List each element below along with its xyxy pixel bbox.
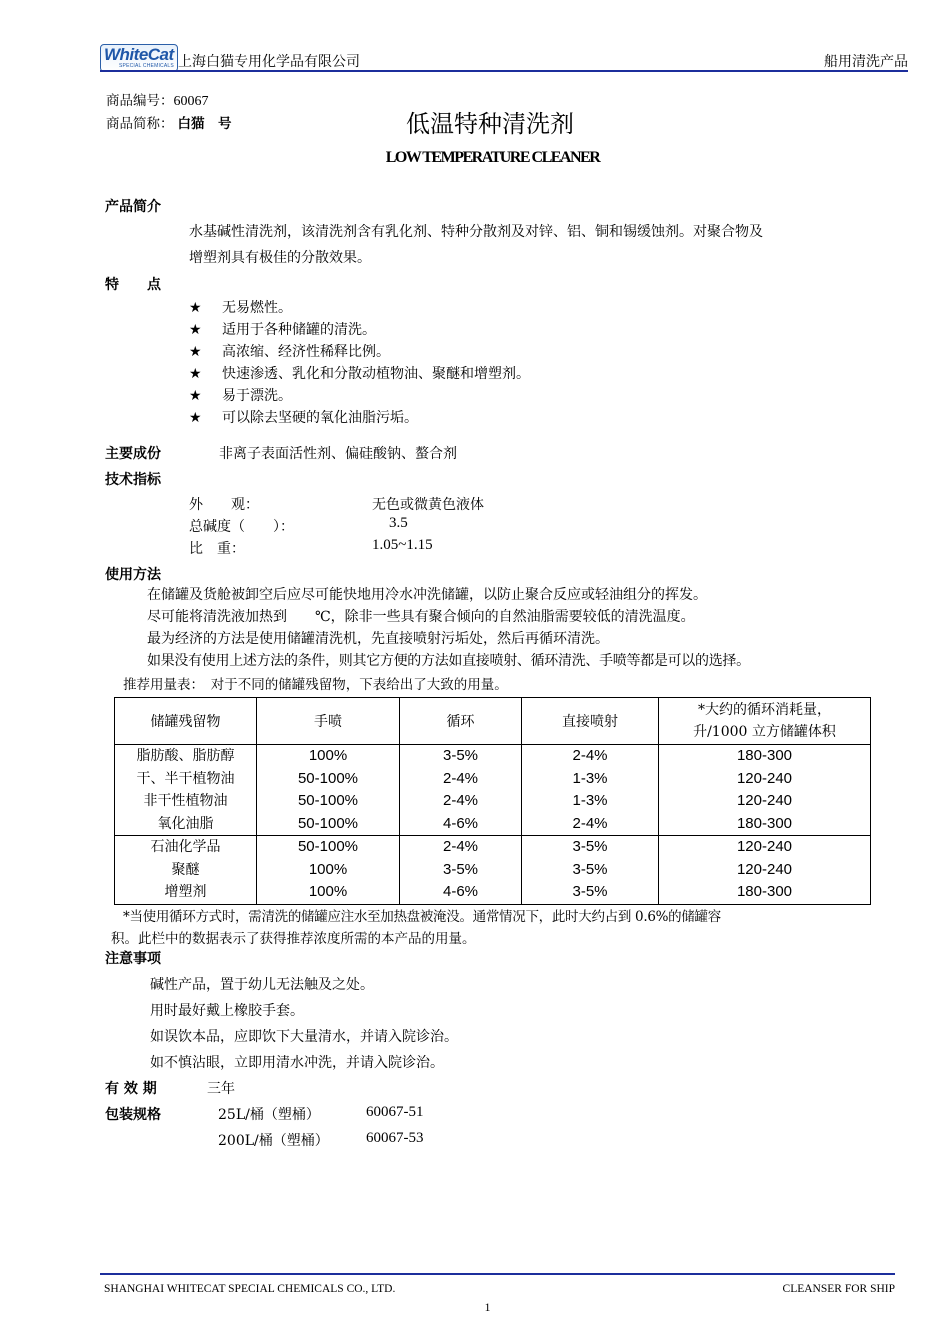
feature-item: 高浓缩、经济性稀释比例。 xyxy=(222,344,390,360)
hand-spray-value: 50-100% xyxy=(297,769,359,787)
dosage-table xyxy=(114,697,871,905)
precaution-line: 如不慎沾眼，立即用清水冲洗，并请入院诊治。 xyxy=(150,1055,444,1071)
intro-line: 水基碱性清洗剂，该清洗剂含有乳化剂、特种分散剂及对锌、铝、铜和锡缓蚀剂。对聚合物及 xyxy=(189,224,763,240)
residue-cell xyxy=(115,745,257,836)
usage-line: 在储罐及货舱被卸空后应尽可能快地用冷水冲洗储罐，以防止聚合反应或轻油组分的挥发。 xyxy=(147,587,707,603)
product-code: 60067 xyxy=(173,94,209,109)
circulation-value: 3-5% xyxy=(442,860,479,878)
precautions-heading: 注意事项 xyxy=(105,951,161,967)
footer-category: CLEANSER FOR SHIP xyxy=(782,1283,895,1295)
col-header: 循环 xyxy=(400,698,522,745)
circulation-value: 2-4% xyxy=(442,838,479,855)
star-icon: ★ xyxy=(189,366,202,382)
precaution-line: 碱性产品，置于幼儿无法触及之处。 xyxy=(150,977,374,993)
star-icon: ★ xyxy=(189,344,202,360)
residue-name: 脂肪酸、脂肪醇 xyxy=(136,748,235,764)
table-note: *当使用循环方式时，需清洗的储罐应注水至加热盘被淹没。通常情况下，此时大约占到 0.6%的储罐容 xyxy=(123,909,721,925)
col-header: 手喷 xyxy=(257,698,400,745)
logo-wordmark: WhiteCat xyxy=(104,45,174,64)
residue-name: 氧化油脂 xyxy=(157,815,214,832)
circulation-cell xyxy=(400,745,522,836)
spec-value: 1.05~1.15 xyxy=(372,537,433,553)
direct-spray-value: 3-5% xyxy=(572,883,608,900)
star-icon: ★ xyxy=(189,300,202,316)
direct-spray-value: 2-4% xyxy=(572,814,608,832)
hand-spray-value: 100% xyxy=(308,747,348,764)
feature-item: 适用于各种储罐的清洗。 xyxy=(222,322,376,338)
ingredients-heading: 主要成份 xyxy=(105,446,161,462)
hand-spray-cell xyxy=(257,745,400,836)
product-short-label: 商品简称： xyxy=(106,116,174,132)
residue-name: 干、半干植物油 xyxy=(136,770,235,787)
residue-name: 增塑剂 xyxy=(164,884,207,900)
company-name: 上海白猫专用化学品有限公司 xyxy=(178,54,360,70)
residue-cell xyxy=(115,836,257,905)
spec-label: 总碱度（ ）： xyxy=(189,519,294,535)
feature-item: 无易燃性。 xyxy=(222,300,292,316)
package-code: 60067-51 xyxy=(366,1104,424,1120)
circulation-value: 2-4% xyxy=(442,769,479,787)
spec-label: 外 观： xyxy=(189,497,259,513)
product-short-name: 白猫 号 xyxy=(177,116,232,132)
features-heading: 特 点 xyxy=(105,277,161,293)
usage-line: 最为经济的方法是使用储罐清洗机，先直接喷射污垢处，然后再循环清洗。 xyxy=(147,631,609,647)
hand-spray-value: 50-100% xyxy=(297,814,359,832)
precaution-line: 用时最好戴上橡胶手套。 xyxy=(150,1003,304,1019)
ingredients-text: 非离子表面活性剂、偏硅酸钠、螯合剂 xyxy=(219,446,457,462)
package-spec: 25L/桶（塑桶） xyxy=(218,1107,320,1123)
col-header: 直接喷射 xyxy=(522,698,659,745)
intro-heading: 产品简介 xyxy=(105,199,161,215)
table-row xyxy=(115,836,871,905)
circulation-value: 3-5% xyxy=(442,747,479,764)
circulation-cell xyxy=(400,836,522,905)
residue-name: 聚醚 xyxy=(171,861,200,878)
shelf-life-value: 三年 xyxy=(207,1081,235,1097)
direct-spray-value: 1-3% xyxy=(572,792,608,809)
direct-spray-cell xyxy=(522,836,659,905)
col-header xyxy=(659,698,871,745)
package-code: 60067-53 xyxy=(366,1130,424,1146)
hand-spray-cell xyxy=(257,836,400,905)
consumption-value: 120-240 xyxy=(736,838,793,855)
table-row xyxy=(115,745,871,836)
consumption-value: 120-240 xyxy=(736,792,793,809)
feature-item: 易于漂洗。 xyxy=(222,388,292,404)
usage-heading: 使用方法 xyxy=(105,567,161,583)
consumption-value: 120-240 xyxy=(736,769,793,787)
consumption-value: 180-300 xyxy=(736,747,793,764)
col-header-line: 升/1000 立方储罐体积 xyxy=(693,724,836,740)
consumption-value: 120-240 xyxy=(736,860,793,878)
table-note: 积。此栏中的数据表示了获得推荐浓度所需的本产品的用量。 xyxy=(111,931,476,947)
whitecat-logo xyxy=(100,44,178,72)
precaution-line: 如误饮本品，应即饮下大量清水，并请入院诊治。 xyxy=(150,1029,458,1045)
product-category: 船用清洗产品 xyxy=(824,54,908,70)
spec-label: 比 重： xyxy=(189,541,245,557)
circulation-value: 4-6% xyxy=(442,814,479,832)
package-spec: 200L/桶（塑桶） xyxy=(218,1133,329,1149)
page-title-english: LOW TEMPERATURE CLEANER xyxy=(385,149,600,166)
specs-heading: 技术指标 xyxy=(105,472,161,488)
footer-rule xyxy=(100,1273,895,1275)
consumption-cell xyxy=(659,745,871,836)
table-header-row xyxy=(115,698,871,745)
star-icon: ★ xyxy=(189,388,202,404)
product-code-label: 商品编号： xyxy=(106,93,174,109)
table-intro: 推荐用量表： 对于不同的储罐残留物，下表给出了大致的用量。 xyxy=(123,677,508,693)
col-header: 储罐残留物 xyxy=(115,698,257,745)
page-number: 1 xyxy=(484,1300,491,1314)
header-rule xyxy=(100,70,908,72)
packaging-heading: 包装规格 xyxy=(105,1107,161,1123)
logo-subtitle: SPECIAL CHEMICALS xyxy=(119,63,174,69)
star-icon: ★ xyxy=(189,322,202,338)
usage-line: 如果没有使用上述方法的条件，则其它方便的方法如直接喷射、循环清洗、手喷等都是可以的选择。 xyxy=(147,653,750,669)
intro-line: 增塑剂具有极佳的分散效果。 xyxy=(189,250,371,266)
direct-spray-value: 3-5% xyxy=(572,860,608,878)
feature-item: 快速渗透、乳化和分散动植物油、聚醚和增塑剂。 xyxy=(222,366,530,382)
hand-spray-value: 100% xyxy=(308,860,348,878)
shelf-life-heading: 有 效 期 xyxy=(105,1081,157,1097)
spec-value: 3.5 xyxy=(389,515,408,531)
page-title: 低温特种清洗剂 xyxy=(406,110,574,138)
usage-line: 尽可能将清洗液加热到 ℃，除非一些具有聚合倾向的自然油脂需要较低的清洗温度。 xyxy=(147,609,695,625)
consumption-value: 180-300 xyxy=(736,883,793,900)
footer-company: SHANGHAI WHITECAT SPECIAL CHEMICALS CO., LTD. xyxy=(104,1283,396,1295)
hand-spray-value: 50-100% xyxy=(297,838,359,855)
residue-name: 石油化学品 xyxy=(150,839,221,855)
star-icon: ★ xyxy=(189,410,202,426)
direct-spray-value: 3-5% xyxy=(572,838,608,855)
consumption-cell xyxy=(659,836,871,905)
direct-spray-cell xyxy=(522,745,659,836)
circulation-value: 4-6% xyxy=(442,883,479,900)
residue-name: 非干性植物油 xyxy=(143,793,228,809)
consumption-value: 180-300 xyxy=(736,814,793,832)
col-header-line: *大约的循环消耗量， xyxy=(698,702,831,718)
hand-spray-value: 100% xyxy=(308,883,348,900)
feature-item: 可以除去坚硬的氧化油脂污垢。 xyxy=(222,410,418,426)
circulation-value: 2-4% xyxy=(442,792,479,809)
direct-spray-value: 2-4% xyxy=(572,747,608,764)
direct-spray-value: 1-3% xyxy=(572,769,608,787)
spec-value: 无色或微黄色液体 xyxy=(372,497,484,513)
hand-spray-value: 50-100% xyxy=(297,792,359,809)
